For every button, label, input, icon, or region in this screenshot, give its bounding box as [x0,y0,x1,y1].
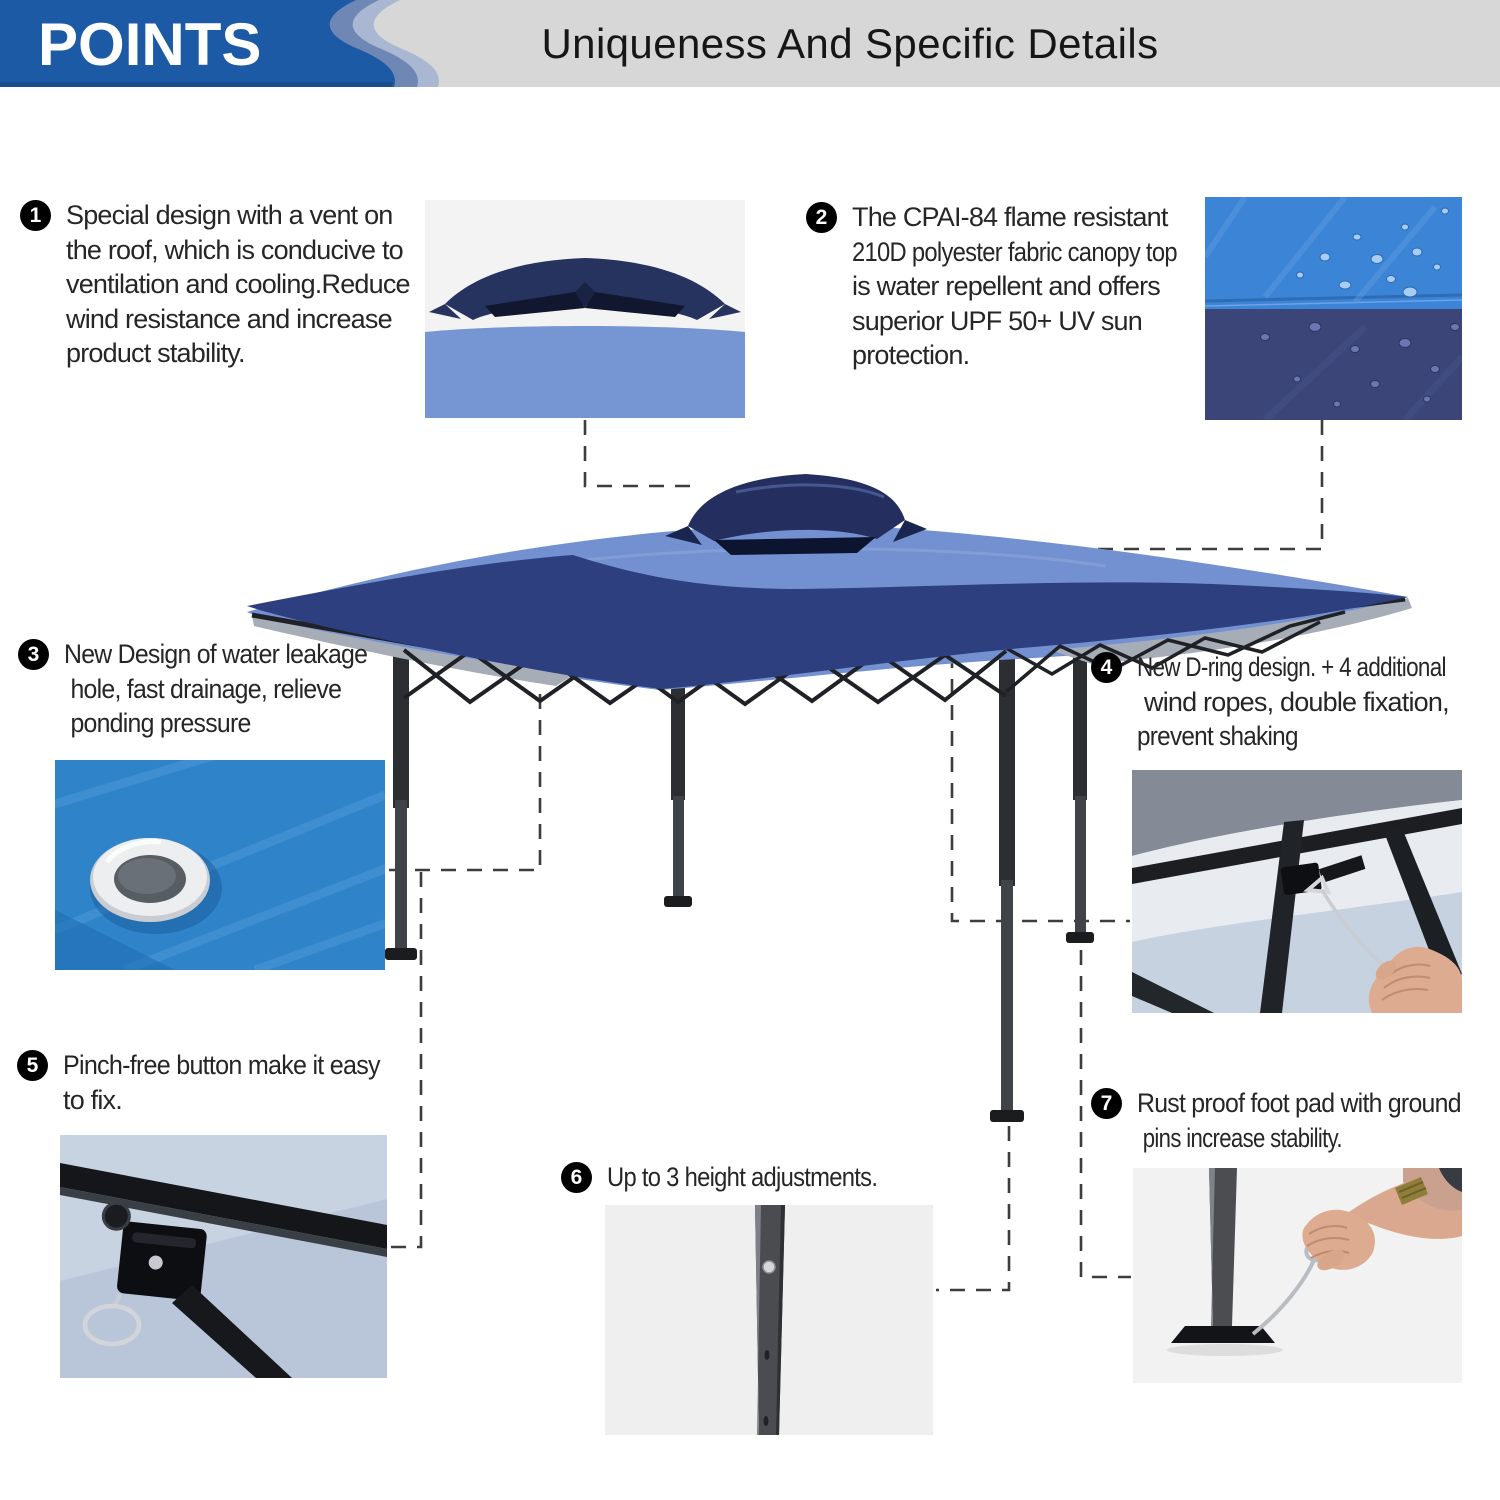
point-2-text [852,200,1221,373]
point-5 [17,1048,404,1117]
fabric-waterproof-photo [1205,197,1462,420]
point-1-text [66,198,410,371]
point-1-number-badge: 1 [20,200,51,231]
text-line: to fix. [63,1084,122,1115]
foot-pad-ground-pin-photo [1133,1168,1462,1383]
point-7 [1091,1086,1489,1155]
height-adjustment-pole-photo [605,1205,933,1435]
connector-point-1 [585,420,692,486]
point-4 [1091,650,1500,754]
text-line: pins increase stability. [1142,1122,1342,1153]
text-line: prevent shaking [1137,721,1298,751]
text-line: superior UPF 50+ UV sun [852,305,1142,336]
point-4-text [1137,650,1500,754]
point-3-text [64,637,394,741]
text-line: 210D polyester fabric canopy top [852,236,1177,267]
point-2-number-badge: 2 [806,202,837,233]
canopy-legs [385,630,1094,1122]
point-7-text [1137,1086,1489,1155]
connector-point-6 [936,1126,1009,1290]
point-6-text [607,1160,914,1195]
text-line: wind resistance and increase [66,303,392,334]
drainage-grommet-photo [55,760,385,970]
text-line: Rust proof foot pad with ground [1137,1088,1461,1118]
text-line: protection. [852,340,970,370]
point-5-number-badge: 5 [17,1050,48,1081]
text-line: ventilation and cooling.Reduce [66,269,410,299]
text-line: Pinch-free button make it easy [63,1050,380,1080]
text-line: product stability. [66,338,245,368]
text-line: Special design with a vent on [66,200,393,230]
point-2 [806,200,1221,373]
roof-vent-photo [425,200,745,418]
pinch-free-button-photo [60,1135,387,1378]
text-line: The CPAI-84 flame resistant [852,202,1168,232]
d-ring-wind-rope-photo [1132,770,1462,1013]
point-4-number-badge: 4 [1091,652,1122,683]
connector-point-2 [921,420,1322,549]
text-line: wind ropes, double fixation, [1144,686,1449,717]
point-1 [20,198,410,371]
point-6 [561,1160,914,1195]
point-3-number-badge: 3 [18,639,49,670]
page-title: Uniqueness And Specific Details [541,20,1159,67]
point-5-text [63,1048,404,1117]
point-3 [18,637,394,741]
text-line: New D-ring design. + 4 additional [1137,652,1446,682]
text-line: the roof, which is conducive to [66,234,403,265]
text-line: Up to 3 height adjustments. [607,1162,878,1192]
points-badge: POINTS [38,11,262,78]
point-7-number-badge: 7 [1091,1088,1122,1119]
text-line: is water repellent and offers [852,271,1160,301]
text-line: hole, fast drainage, relieve [70,673,342,704]
text-line: New Design of water leakage [64,639,368,669]
point-6-number-badge: 6 [561,1162,592,1193]
text-line: ponding pressure [70,708,251,738]
